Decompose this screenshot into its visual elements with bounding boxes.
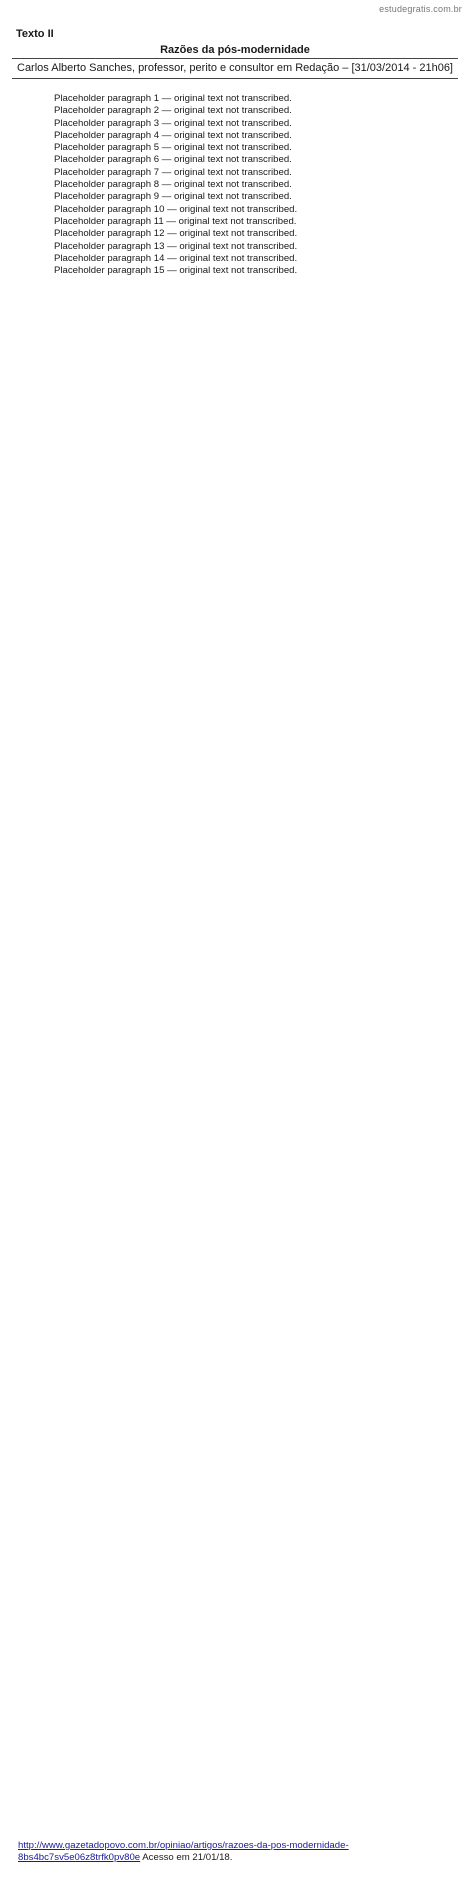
source-reference: [18, 1840, 458, 1864]
paragraph: Placeholder paragraph 2 — original text not transcribed.: [54, 105, 292, 117]
paragraph: Placeholder paragraph 8 — original text not transcribed.: [54, 179, 292, 191]
paragraph: Placeholder paragraph 6 — original text not transcribed.: [54, 154, 292, 166]
paragraph: Placeholder paragraph 13 — original text not transcribed.: [54, 240, 298, 252]
document-page: [12, 28, 458, 277]
paragraph: Placeholder paragraph 15 — original text not transcribed.: [54, 265, 298, 277]
article-byline: Carlos Alberto Sanches, professor, perito e consultor em Redação – [31/03/2014 - 21h06]: [12, 61, 458, 79]
article-title: Razões da pós-modernidade: [12, 44, 458, 59]
source-link[interactable]: http://www.gazetadopovo.com.br/opiniao/artigos/razoes-da-pos-modernidade-8bs4bc7sv5e06z8trfk0pv80e: [18, 1840, 349, 1863]
access-date: Acesso em 21/01/18.: [142, 1852, 233, 1863]
paragraph: Placeholder paragraph 1 — original text not transcribed.: [54, 93, 292, 104]
text-label: Texto II: [16, 28, 54, 40]
paragraph: Placeholder paragraph 3 — original text not transcribed.: [54, 117, 292, 129]
paragraph: Placeholder paragraph 10 — original text not transcribed.: [54, 203, 298, 215]
paragraph: Placeholder paragraph 9 — original text not transcribed.: [54, 191, 292, 203]
paragraph: Placeholder paragraph 12 — original text not transcribed.: [54, 228, 298, 240]
paragraph: Placeholder paragraph 7 — original text not transcribed.: [54, 166, 292, 178]
paragraph: Placeholder paragraph 14 — original text not transcribed.: [54, 252, 298, 264]
site-watermark: estudegratis.com.br: [379, 4, 462, 14]
paragraph: Placeholder paragraph 4 — original text not transcribed.: [54, 129, 292, 141]
paragraph: Placeholder paragraph 11 — original text not transcribed.: [54, 215, 297, 227]
paragraph: Placeholder paragraph 5 — original text not transcribed.: [54, 142, 292, 154]
article-body: [12, 93, 458, 277]
